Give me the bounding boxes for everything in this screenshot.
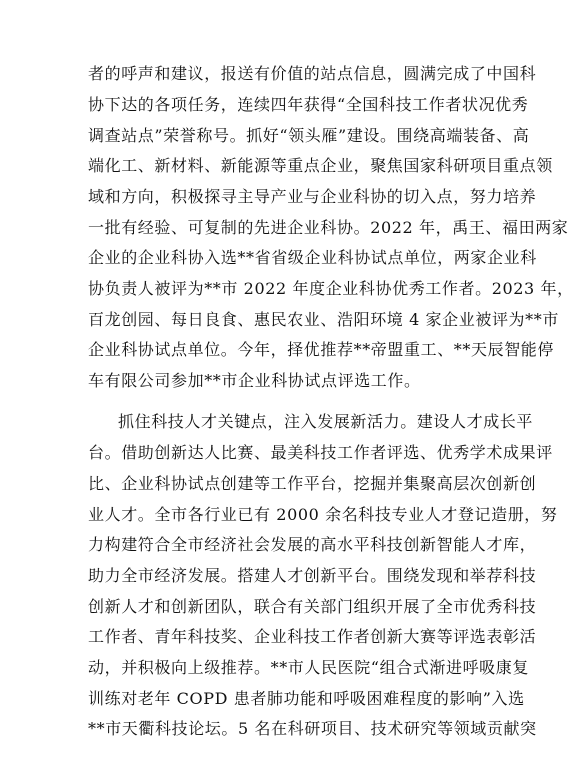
text-line: 协负责人被评为**市 2022 年度企业科协优秀工作者。2023 年， [88, 279, 574, 298]
text-line: **市天衢科技论坛。5 名在科研项目、技术研究等领域贡献突 [88, 719, 537, 738]
text-line: 企业科协试点单位。今年，择优推荐**帝盟重工、**天辰智能停 [88, 340, 555, 359]
text-line: 百龙创园、每日良食、惠民农业、浩阳环境 4 家企业被评为**市 [88, 310, 559, 329]
text-line: 者的呼声和建议，报送有价值的站点信息，圆满完成了中国科 [88, 64, 537, 83]
text-line: 台。借助创新达人比赛、最美科技工作者评选、优秀学术成果评 [88, 443, 553, 462]
text-line: 协下达的各项任务，连续四年获得“全国科技工作者状况优秀 [88, 95, 529, 114]
text-line: 车有限公司参加**市企业科协试点评选工作。 [88, 371, 421, 390]
text-line: 助力全市经济发展。搭建人才创新平台。围绕发现和举荐科技 [88, 566, 537, 585]
text-line: 调查站点”荣誉称号。抓好“领头雁”建设。围绕高端装备、高 [88, 126, 530, 145]
text-line: 比、企业科协试点创建等工作平台，挖掘并集聚高层次创新创 [88, 474, 537, 493]
text-line: 动，并积极向上级推荐。**市人民医院“组合式渐进呼吸康复 [88, 658, 529, 677]
text-line: 域和方向，积极探寻主导产业与企业科协的切入点，努力培养 [88, 187, 537, 206]
text-line: 工作者、青年科技奖、企业科技工作者创新大赛等评选表彰活 [88, 627, 537, 646]
text-line: 训练对老年 COPD 患者肺功能和呼吸困难程度的影响”入选 [88, 689, 525, 708]
text-line: 端化工、新材料、新能源等重点企业，聚焦国家科研项目重点领 [88, 156, 553, 175]
text-line: 力构建符合全市经济社会发展的高水平科技创新智能人才库， [88, 535, 537, 554]
text-line: 一批有经验、可复制的先进企业科协。2022 年，禹王、福田两家 [88, 218, 569, 237]
text-line: 创新人才和创新团队，联合有关部门组织开展了全市优秀科技 [88, 597, 537, 616]
text-line: 企业的企业科协入选**省省级企业科协试点单位，两家企业科 [88, 248, 537, 267]
paragraph-first-line: 抓住科技人才关键点，注入发展新活力。建设人才成长平 [118, 412, 534, 431]
text-line: 业人才。全市各行业已有 2000 余名科技专业人才登记造册，努 [88, 505, 558, 524]
